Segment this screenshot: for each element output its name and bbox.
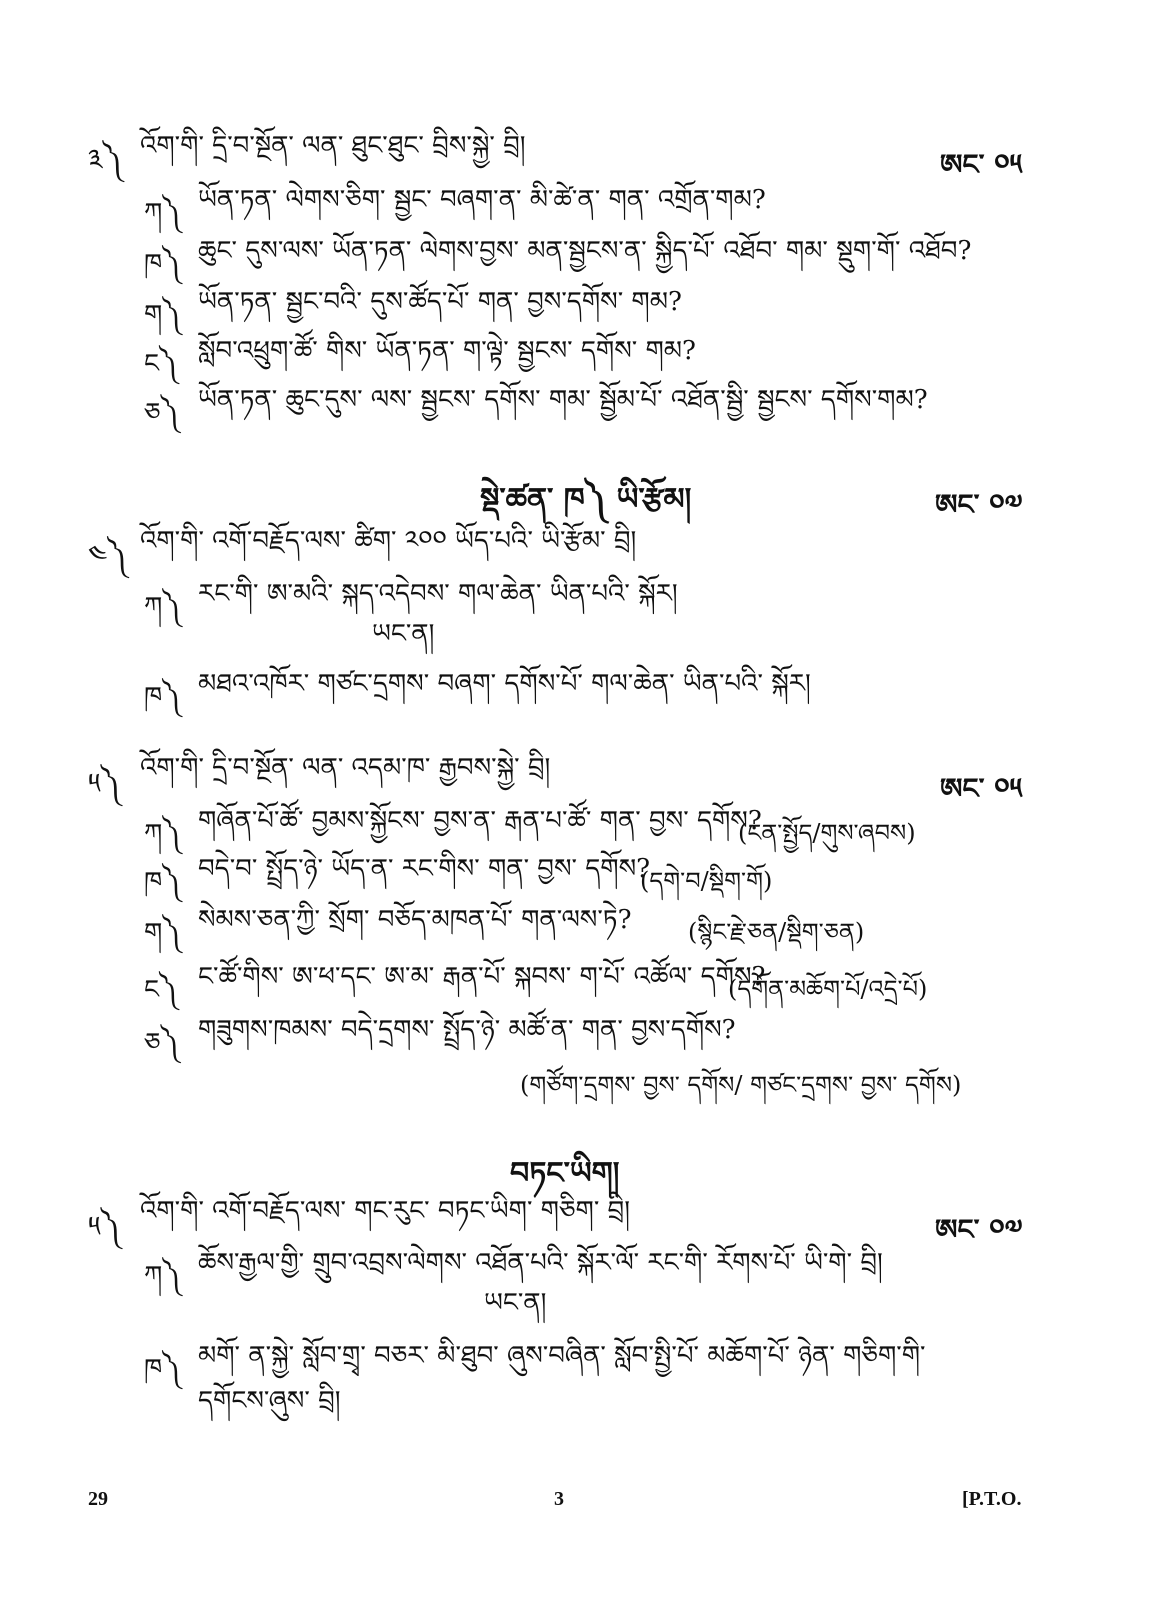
question-6-marks: ཨང་ ༠༧: [935, 1213, 1023, 1246]
question-3-number: ༣༽: [88, 143, 123, 176]
q3-option-ca-letter: ཅ༽: [144, 398, 180, 428]
q6-or: ཡང་ན།: [484, 1288, 547, 1318]
q6-option-ka-letter: ཀ༽: [144, 1261, 181, 1291]
q5-option-nga: ང་ཚོ་གིས་ ཨ་ཕ་དང་ ཨ་མ་ རྒན་པོ་ སྐབས་ ག་པོ་ འཚོལ་ དགོས?: [198, 962, 766, 992]
footer-page-number: 3: [554, 1488, 564, 1510]
section-kha-marks: ཨང་ ༠༧: [935, 488, 1023, 521]
q5-option-ga-hint: (སྙིང་རྗེ་ཅན/སྡིག་ཅན): [688, 918, 865, 946]
question-4-stem: འོག་གི་ འགོ་བརྗོད་ལས་ ཚིག་ ༢༠༠ ཡོད་པའི་ ཡི་རྩོམ་ བྲི།: [140, 526, 637, 556]
q6-option-kha-continued: དགོངས་ཞུས་ བྲི།: [198, 1386, 341, 1416]
question-5-number: ༥༽: [88, 767, 121, 800]
question-5-stem: འོག་གི་ དྲི་བ་སྔོན་ ལན་ འདམ་ཁ་ རྒྱབས་སྐྱེ་ བྲི།: [140, 753, 551, 783]
question-4-number: ༤༽: [88, 539, 128, 572]
q5-option-ga: སེམས་ཅན་ཀྱི་ སྲོག་ བཅོད་མཁན་པོ་ གན་ལས་ཏེ?: [198, 905, 632, 935]
q4-or: ཡང་ན།: [372, 619, 435, 649]
footer-pto: [P.T.O.: [962, 1488, 1022, 1510]
q5-option-ga-letter: ག༽: [144, 918, 181, 948]
q3-option-kha-letter: ཁ༽: [144, 249, 181, 279]
q3-option-nga: སློབ་འཕྲུག་ཚོ་ གིས་ ཡོན་ཏན་ ག་ལྟེ་ སྦྱངས་ དགོས་ གམ?: [198, 336, 696, 366]
q3-option-ga-letter: ག༽: [144, 300, 181, 330]
q3-option-kha: ཆུང་ དུས་ལས་ ཡོན་ཏན་ ལེགས་བྱས་ མན་སྦྱངས་ན་ སྐྱིད་པོ་ འཐོབ་ གམ་ སྡུག་གོ་ འཐོབ?: [198, 236, 972, 266]
q3-option-ca: ཡོན་ཏན་ ཆུང་དུས་ ལས་ སྦྱངས་ དགོས་ གམ་ སྦྱོམ་པོ་ འཐོན་སྦྱི་ སྦྱངས་ དགོས་གམ?: [198, 385, 928, 415]
q5-option-kha-letter: ཁ༽: [144, 867, 181, 897]
q5-option-nga-hint: (དགོན་མཆོག་པོ/འདྲེ་པོ): [728, 975, 928, 1003]
q5-option-ca: གཟུགས་ཁམས་ བདེ་དྲགས་ སྤྲོད་ཉེ་ མཚོ་ན་ གན་ བྱས་དགོས?: [198, 1015, 736, 1045]
q4-option-kha-letter: ཁ༽: [144, 682, 181, 712]
q3-option-ka: ཡོན་ཏན་ ལེགས་ཅིག་ སྦྱང་ བཞག་ན་ མི་ཚེ་ན་ གན་ འགྲོན་གམ?: [198, 185, 766, 215]
q3-option-nga-letter: ང༽: [144, 349, 178, 379]
q5-option-ca-letter: ཅ༽: [144, 1028, 180, 1058]
q6-option-kha-letter: ཁ༽: [144, 1354, 181, 1384]
q5-option-ca-hint: (གཙོག་དྲགས་ བྱས་ དགོས/ གཙང་དྲགས་ བྱས་ དགོས): [520, 1071, 962, 1099]
q6-option-ka: ཆོས་རྒྱལ་གྱི་ གྲུབ་འབྲས་ལེགས་ འཐོན་པའི་ སྐོར་ལོ་ རང་གི་ རོགས་པོ་ ཡི་གེ་ བྲི།: [198, 1248, 883, 1278]
section-kha-heading: སྡེ་ཚན་ ཁ༽ ཡི་རྩོམ།: [480, 482, 692, 517]
question-6-stem: འོག་གི་ འགོ་བརྗོད་ལས་ གང་རུང་ བཏང་ཡིག་ གཅིག་ བྲི།: [140, 1196, 630, 1226]
q3-option-ka-letter: ཀ༽: [144, 198, 181, 228]
q5-option-kha: བདེ་བ་ སྤྲོད་ཉེ་ ཡོད་ན་ རང་གིས་ གན་ བྱས་ དགོས?: [198, 854, 651, 884]
question-3-stem: འོག་གི་ དྲི་བ་སྔོན་ ལན་ ཐུང་ཐུང་ བྲིས་སྐྱེ་ བྲི།: [140, 131, 526, 161]
q5-option-ka: གཞོན་པོ་ཚོ་ བྱམས་སྐྱོངས་ བྱས་ན་ རྒན་པ་ཚོ་ གན་ བྱས་ དགོས?: [198, 806, 762, 836]
q3-option-ga: ཡོན་ཏན་ སྦྱང་བའི་ དུས་ཚོད་པོ་ གན་ བྱས་དགོས་ གམ?: [198, 287, 682, 317]
q5-option-nga-letter: ང༽: [144, 975, 178, 1005]
q5-option-ka-letter: ཀ༽: [144, 819, 181, 849]
q5-option-kha-hint: (དགེ་བ/སྡིག་གོ): [640, 867, 773, 895]
question-3-marks: ཨང་ ༠༥: [940, 148, 1023, 181]
footer-page-code: 29: [88, 1488, 108, 1510]
section-letter-heading: བཏང་ཡིག།: [510, 1156, 620, 1191]
q4-option-ka-letter: ཀ༽: [144, 592, 181, 622]
q4-option-kha: མཐའ་འཁོར་ གཙང་དྲགས་ བཞག་ དགོས་པོ་ གལ་ཆེན་ ཡིན་པའི་ སྐོར།: [198, 669, 811, 699]
q4-option-ka: རང་གི་ ཨ་མའི་ སྐད་འདེབས་ གལ་ཆེན་ ཡིན་པའི་ སྐོར།: [198, 579, 678, 609]
question-5-marks: ཨང་ ༠༥: [940, 772, 1023, 805]
question-6-number: ༥༽: [88, 1210, 121, 1243]
q6-option-kha: མགོ་ ན་སྐྱེ་ སློབ་གྲྭ་ བཅར་ མི་ཐུབ་ ཞུས་བཞིན་ སློབ་སྤྱི་པོ་ མཆོག་པོ་ ཉེན་ གཅིག་གི་: [198, 1341, 926, 1371]
q5-option-ka-hint: (ངན་སྤྱོད/གུས་ཞབས): [738, 819, 916, 847]
